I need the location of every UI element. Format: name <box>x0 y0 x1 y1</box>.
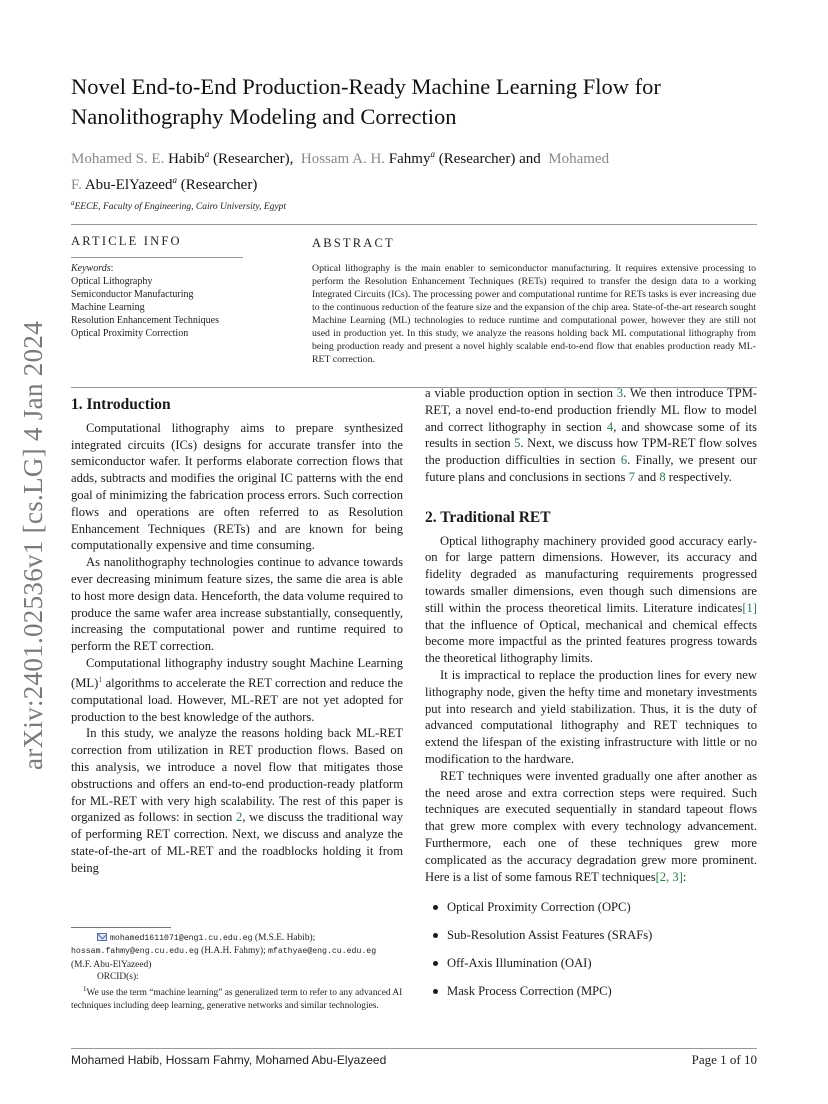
page-number: Page 1 of 10 <box>691 1052 757 1067</box>
intro-cont-text: . Next, we discuss how TPM-RET flow solves the production difficulties in section <box>425 436 758 468</box>
author-3-last-name: Abu-ElYazeed <box>84 177 173 193</box>
footer-divider <box>71 1048 757 1049</box>
right-column <box>425 385 757 1011</box>
intro-p4-text: In this study, we analyze the reasons holding back ML-RET correction from utilization in RET production flows. Based on this analysis, we introduce a novel flow that mitigates those obstructions and offers an end-to-end production-ready platform for ML-RET with very high scalability. The rest of this paper is organized as follows: in section <box>71 726 403 825</box>
envelope-icon <box>97 933 107 941</box>
intro-paragraph-2: As nanolithography technologies continue to advance towards ever decreasing minimum feature sizes, the same die area is able to host more design data. Henceforth, the data volume required to produce the same wafer area increase substantially, consequently, increasing the computational power and runtime required to perform the RET correction. <box>71 555 403 654</box>
orcid-label: ORCID(s): <box>97 971 139 982</box>
section-8-link[interactable]: 8 <box>659 469 666 484</box>
footnote-divider <box>71 927 171 928</box>
footer-authors: Mohamed Habib, Hossam Fahmy, Mohamed Abu-Elyazeed <box>71 1053 387 1067</box>
ret-p1-text: Optical lithography machinery provided good accuracy early-on for large pattern dimensions. However, its accuracy and fidelity degraded as manufacturing requirements progressed towards smaller dimensions, even though such dimensions are still within the process theoretical limits. Literature indicates <box>425 533 757 615</box>
header-divider <box>71 224 757 225</box>
affiliation <box>71 199 286 212</box>
ret-paragraph-1 <box>425 533 757 667</box>
footnote-marker-1[interactable]: 1 <box>98 674 103 684</box>
author-1-affil-mark: a <box>204 149 210 159</box>
citation-2-3-link[interactable]: [2, 3] <box>655 869 683 884</box>
footnotes-block <box>71 932 406 1012</box>
list-item: Off-Axis Illumination (OAI) <box>425 955 757 972</box>
intro-paragraph-3 <box>71 655 403 725</box>
intro-p4-text-cont: , we discuss the traditional way of performing RET correction. Next, we discuss and analyze the state-of-the-art of ML-RET and the roadblocks holding it from being <box>71 810 404 875</box>
keyword-item: Machine Learning <box>71 302 145 313</box>
author-3-role: (Researcher) <box>180 177 258 193</box>
arxiv-sidebar-stamp <box>14 310 54 780</box>
author-3-first-name: Mohamed <box>548 151 610 167</box>
keyword-item: Semiconductor Manufacturing <box>71 289 194 300</box>
abstract-heading: ABSTRACT <box>312 236 395 250</box>
section-4-link[interactable]: 4 <box>606 419 614 434</box>
title-line-1: Novel End-to-End Production-Ready Machine Learning Flow for <box>71 74 661 99</box>
intro-cont-text: . Finally, we present our future plans and conclusions in sections <box>425 453 757 484</box>
left-column <box>71 397 403 877</box>
email-habib[interactable]: mohamed1611071@eng1.cu.edu.eg <box>110 934 253 943</box>
intro-cont-text: and <box>634 469 660 484</box>
keyword-item: Optical Lithography <box>71 276 153 287</box>
intro-paragraph-1: Computational lithography aims to prepare synthesized integrated circuits (ICs) designs for accurate transfer into the semiconductor wafer. It performs elaborate correction flows that adds, subtracts and modifies the original IC patterns with the end goal of minimizing the fabrication process errors. Such correction flows and operations are often referred to as Resolution Enhancement Techniques (RETs) and are known for being computationally expensive and time consuming. <box>71 420 403 553</box>
article-info-divider <box>71 257 243 258</box>
email-habib-owner: (M.S.E. Habib); <box>252 933 316 943</box>
keyword-item: Optical Proximity Correction <box>71 328 189 339</box>
email-abu-elyazeed[interactable]: mfathyae@eng.cu.edu.eg <box>268 947 377 957</box>
section-1-heading: 1. Introduction <box>71 396 171 413</box>
citation-1-link[interactable]: [1] <box>742 600 757 615</box>
intro-cont-text: , and showcase some of its results in section <box>425 419 757 451</box>
affiliation-mark: a <box>71 199 75 207</box>
email-fahmy[interactable]: hossam.fahmy@eng.cu.edu.eg <box>71 947 199 957</box>
ret-paragraph-3 <box>425 768 757 886</box>
keywords-label: Keywords <box>71 263 111 274</box>
title-line-2: Nanolithography Modeling and Correction <box>71 104 457 129</box>
author-3-first-name-cont: F. <box>71 177 82 193</box>
author-2-affil-mark: a <box>430 149 435 159</box>
section-2-heading: 2. Traditional RET <box>425 508 551 526</box>
author-list <box>71 144 681 196</box>
list-item: Mask Process Correction (MPC) <box>425 983 757 1000</box>
ret-techniques-list <box>425 899 757 999</box>
keywords-block: Keywords: Optical Lithography Semiconductor Manufacturing Machine Learning Resolution Enhancement Techniques Optical Proximity Correction <box>71 262 246 340</box>
intro-cont-text: respectively. <box>665 469 732 484</box>
author-2-role: (Researcher) and <box>438 151 541 167</box>
intro-paragraph-4-continued <box>425 385 757 486</box>
intro-p3-text-cont: algorithms to accelerate the RET correction and reduce the computational load. However, ML-RET are not yet adopted for production to the best knowledge of the authors. <box>71 675 403 724</box>
author-2-first-name: Hossam A. H. <box>300 151 386 167</box>
arxiv-identifier: arXiv:2401.02536v1 [cs.LG] 4 Jan 2024 <box>18 320 49 770</box>
affiliation-text: EECE, Faculty of Engineering, Cairo University, Egypt <box>74 202 287 213</box>
intro-cont-text: a viable production option in section <box>425 386 617 400</box>
list-item: Sub-Resolution Assist Features (SRAFs) <box>425 927 757 944</box>
email-abu-elyazeed-owner: (M.F. Abu-ElYazeed) <box>71 959 152 970</box>
ret-p3-text-cont: : <box>682 869 687 884</box>
section-3-link[interactable]: 3 <box>616 386 624 400</box>
paper-title <box>71 72 761 132</box>
intro-p3-text: Computational lithography industry sought Machine Learning (ML) <box>71 655 403 690</box>
ret-p1-text-cont: that the influence of Optical, mechanical and chemical effects become more impactful as the printed features progress towards the theoretical lithography limits. <box>425 617 757 666</box>
author-2-last-name: Fahmy <box>388 151 431 167</box>
section-2-link[interactable]: 2 <box>236 810 243 825</box>
list-item: Optical Proximity Correction (OPC) <box>425 899 757 916</box>
author-1-first-name: Mohamed S. E. <box>71 151 165 167</box>
section-6-link[interactable]: 6 <box>620 453 628 468</box>
article-info-heading: ARTICLE INFO <box>71 234 182 248</box>
footnote-1-text: We use the term “machine learning” as generalized term to refer to any advanced AI techniques including deep learning, generative networks and similar technologies. <box>71 988 403 1011</box>
author-1-last-name: Habib <box>168 151 205 167</box>
section-5-link[interactable]: 5 <box>514 436 521 451</box>
intro-paragraph-4 <box>71 725 403 876</box>
author-1-role: (Researcher), <box>213 151 294 167</box>
section-7-link[interactable]: 7 <box>628 469 635 484</box>
keyword-item: Resolution Enhancement Techniques <box>71 315 219 326</box>
author-3-affil-mark: a <box>172 175 177 185</box>
abstract-text: Optical lithography is the main enabler to semiconductor manufacturing. It requires extensive processing to perform the Resolution Enhancement Techniques (RETs) required to transfer the design data to a working Integrated Circuits (ICs). The processing power and computational runtime for RETs tasks is ever increasing due to the continuous reduction of the feature size and the expansion of the chip area. State-of-the-art research sought Machine Learning (ML) technologies to reduce runtime and computational power, however they are still not used in production yet. In this study, we analyze the reasons holding back ML computational lithography from being production ready and present a novel highly scalable end-to-end flow that enables production ready ML-RET correction. <box>312 263 756 365</box>
email-fahmy-owner: (H.A.H. Fahmy); <box>198 946 269 957</box>
ret-paragraph-2: It is impractical to replace the production lines for every new lithography node, given the hefty time and monetary investments put into research and yield stabilization. Thus, it is the duty of advanced computational lithography and RET techniques to extend the lifespan of the existing infrastructure with little or no modification to the hardware. <box>425 667 757 766</box>
footnote-1-mark: 1 <box>83 985 87 994</box>
intro-cont-text: . We then introduce TPM-RET, a novel end-to-end production friendly ML flow to model and correct lithography in section <box>425 386 758 434</box>
ret-p3-text: RET techniques were invented gradually one after another as the need arose and extra correction steps were required. Such techniques are executed sequentially in standard tapeout flows that grew more complex with every technology advancement. Furthermore, each one of these techniques grew more complicated as the accuracy degradation grew more prominent. Here is a list of some famous RET techniques <box>425 768 757 884</box>
